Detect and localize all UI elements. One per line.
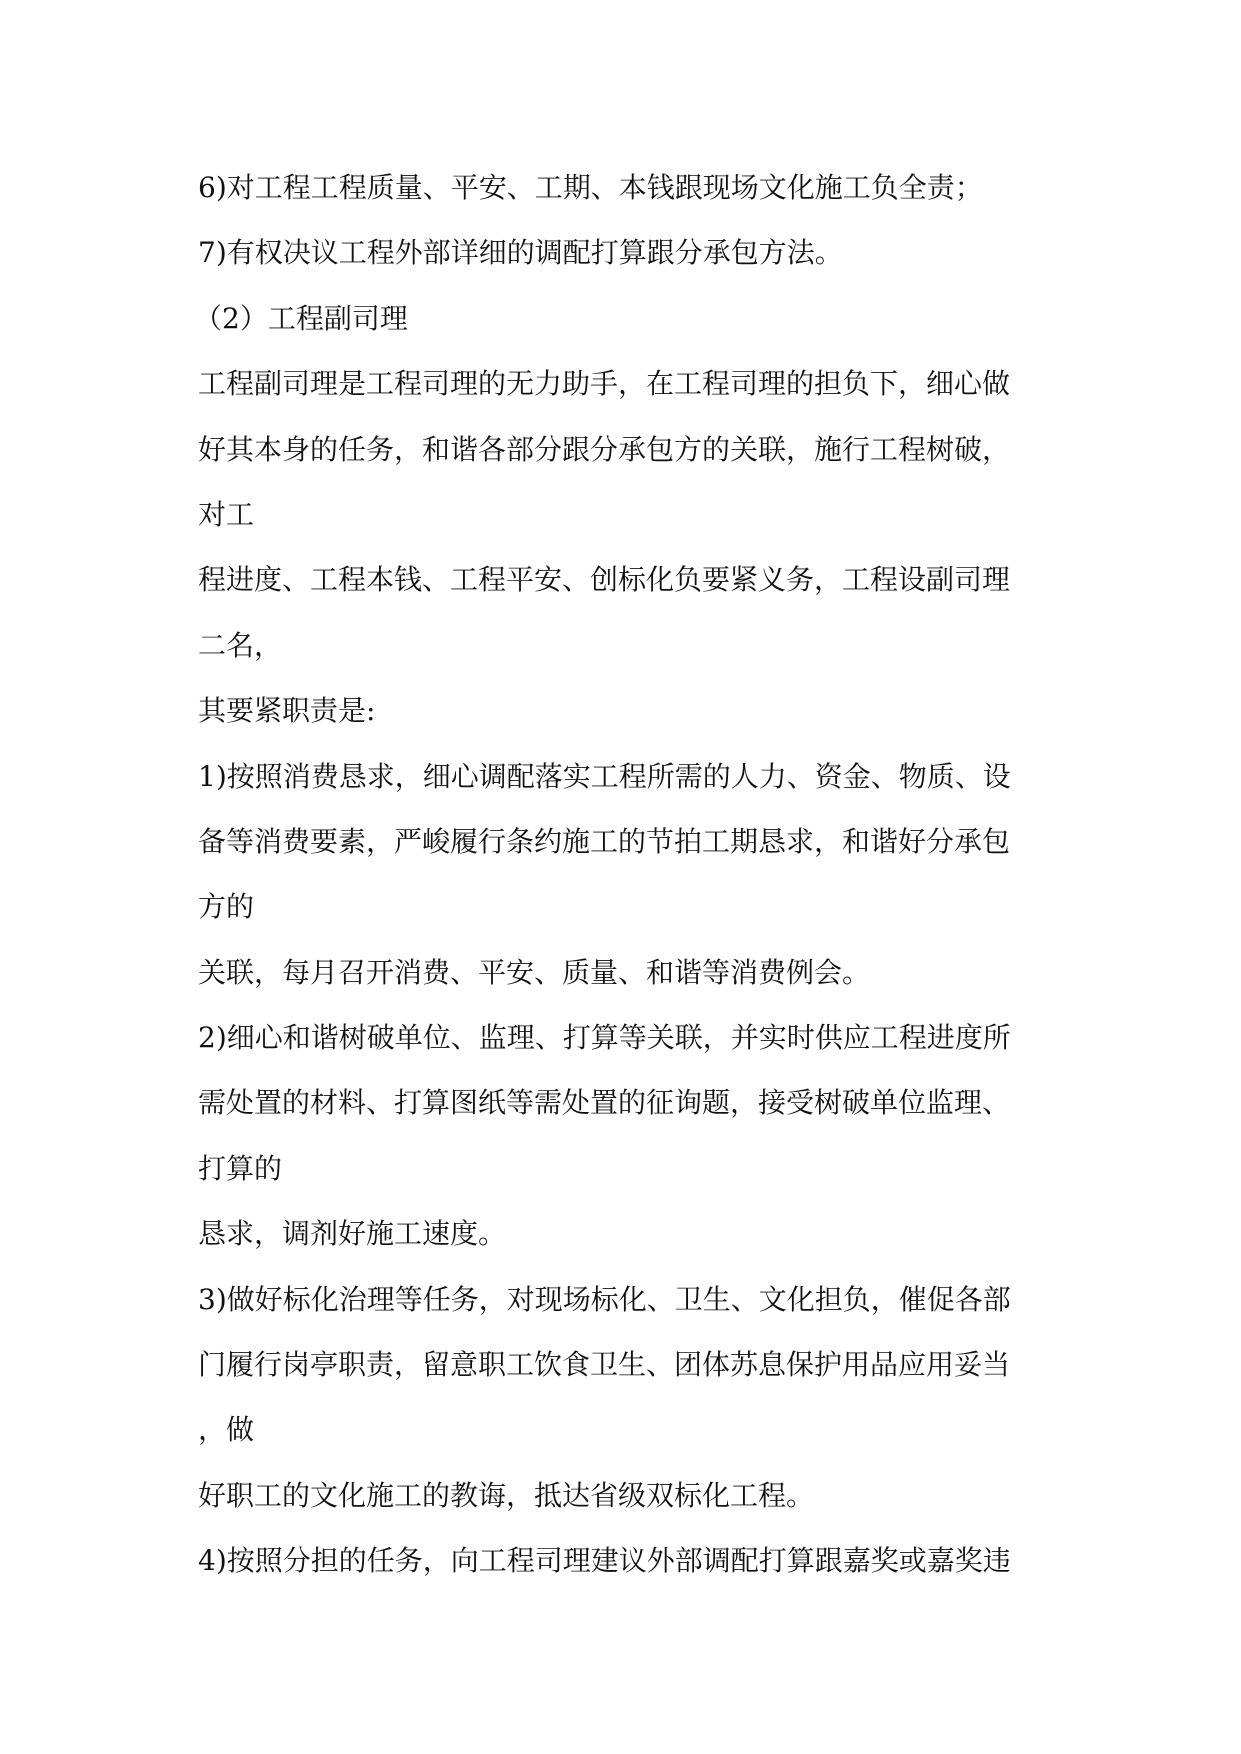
text-line: 7)有权决议工程外部详细的调配打算跟分承包方法。 (198, 236, 843, 270)
text-line: 门履行岗亭职责，留意职工饮食卫生、团体苏息保护用品应用妥当 (198, 1348, 1011, 1382)
text-line: 需处置的材料、打算图纸等需处置的征询题，接受树破单位监理、 (198, 1086, 1011, 1120)
text-line: 1)按照消费恳求，细心调配落实工程所需的人力、资金、物质、设 (198, 759, 1011, 793)
text-line: 备等消费要素，严峻履行条约施工的节拍工期恳求，和谐好分承包 (198, 824, 1011, 858)
document-body (194, 168, 1078, 1607)
text-line: 3)做好标化治理等任务，对现场标化、卫生、文化担负，催促各部 (198, 1282, 1011, 1316)
text-line: 其要紧职责是: (198, 694, 376, 728)
text-line: 工程副司理是工程司理的无力助手，在工程司理的担负下，细心做 (198, 367, 1011, 401)
text-line: ，做 (198, 1413, 255, 1447)
text-line: 恳求，调剂好施工速度。 (198, 1217, 507, 1251)
text-line: 4)按照分担的任务，向工程司理建议外部调配打算跟嘉奖或嘉奖违 (198, 1544, 1011, 1578)
text-line: 关联，每月召开消费、平安、质量、和谐等消费例会。 (198, 955, 871, 989)
section-heading: （2）工程副司理 (194, 301, 408, 335)
text-line: 对工 (198, 497, 255, 531)
text-line: 好其本身的任务，和谐各部分跟分承包方的关联，施行工程树破， (198, 432, 1011, 466)
text-line: 二名， (198, 628, 283, 662)
text-line: 2)细心和谐树破单位、监理、打算等关联，并实时供应工程进度所 (198, 1021, 1011, 1055)
text-line: 好职工的文化施工的教诲，抵达省级双标化工程。 (198, 1478, 815, 1512)
text-line: 程进度、工程本钱、工程平安、创标化负要紧义务，工程设副司理 (198, 563, 1011, 597)
text-line: 打算的 (198, 1151, 283, 1185)
text-line: 6)对工程工程质量、平安、工期、本钱跟现场文化施工负全责； (198, 171, 983, 204)
text-line: 方的 (198, 890, 255, 924)
